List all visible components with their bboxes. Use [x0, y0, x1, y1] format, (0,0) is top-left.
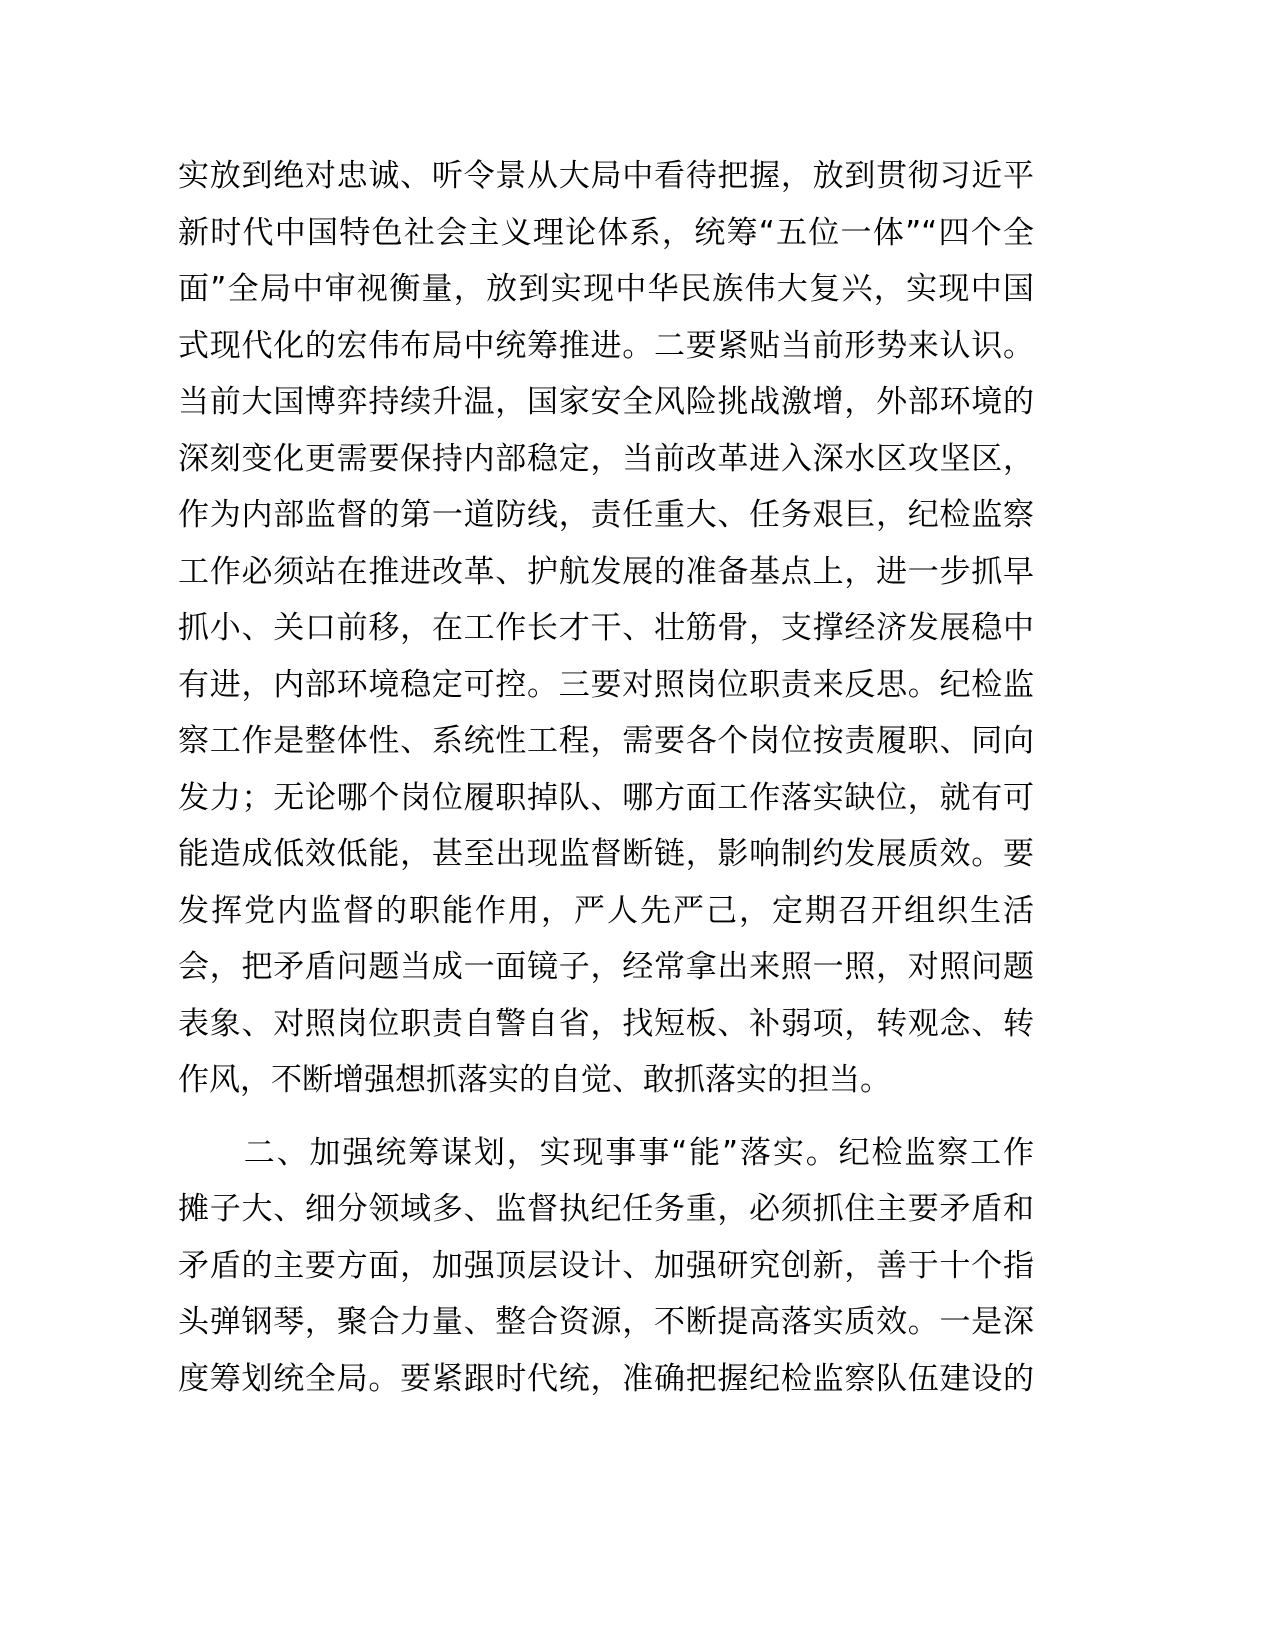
- text-line: 矛盾的主要方面，加强顶层设计、加强研究创新，善于十个指: [178, 1247, 1034, 1284]
- text-line: 工作必须站在推进改革、护航发展的准备基点上，进一步抓早: [178, 553, 1034, 590]
- document-body: [178, 148, 1034, 1407]
- text-line: 察工作是整体性、系统性工程，需要各个岗位按责履职、同向: [178, 723, 1034, 759]
- text-line: 发挥党内监督的职能作用，严人先严己，定期召开组织生活: [178, 892, 1034, 929]
- text-line: 能造成低效低能，甚至出现监督断链，影响制约发展质效。要: [178, 836, 1034, 872]
- text-line: 摊子大、细分领域多、监督执纪任务重，必须抓住主要矛盾和: [178, 1191, 1034, 1227]
- text-line: 作风，不断增强想抓落实的自觉、敢抓落实的担当。: [178, 1062, 891, 1098]
- text-line: 作为内部监督的第一道防线，责任重大、任务艰巨，纪检监察: [178, 497, 1034, 533]
- text-line: 新时代中国特色社会主义理论体系，统筹“五位一体”“四个全: [178, 214, 1034, 251]
- text-line: 面”全局中审视衡量，放到实现中华民族伟大复兴，实现中国: [178, 271, 1034, 307]
- text-line: 表象、对照岗位职责自警自省，找短板、补弱项，转观念、转: [178, 1005, 1034, 1042]
- paragraph-1: [178, 148, 1034, 1109]
- text-line: 深刻变化更需要保持内部稳定，当前改革进入深水区攻坚区，: [178, 440, 1034, 477]
- text-line: 发力；无论哪个岗位履职掉队、哪方面工作落实缺位，就有可: [178, 779, 1034, 816]
- paragraph-spacing: [178, 1109, 1034, 1125]
- paragraph-2: [178, 1125, 1034, 1408]
- text-line: 当前大国博弈持续升温，国家安全风险挑战激增，外部环境的: [178, 384, 1034, 420]
- text-line: 二、加强统筹谋划，实现事事“能”落实。纪检监察工作: [178, 1134, 1034, 1171]
- text-line: 头弹钢琴，聚合力量、整合资源，不断提高落实质效。一是深: [178, 1304, 1034, 1340]
- text-line: 会，把矛盾问题当成一面镜子，经常拿出来照一照，对照问题: [178, 949, 1034, 985]
- text-line: 实放到绝对忠诚、听令景从大局中看待把握，放到贯彻习近平: [178, 158, 1034, 194]
- text-line: 式现代化的宏伟布局中统筹推进。二要紧贴当前形势来认识。: [178, 327, 1034, 364]
- text-line: 有进，内部环境稳定可控。三要对照岗位职责来反思。纪检监: [178, 666, 1034, 703]
- text-line: 度筹划统全局。要紧跟时代统，准确把握纪检监察队伍建设的: [178, 1360, 1034, 1397]
- text-line: 抓小、关口前移，在工作长才干、壮筋骨，支撑经济发展稳中: [178, 610, 1034, 646]
